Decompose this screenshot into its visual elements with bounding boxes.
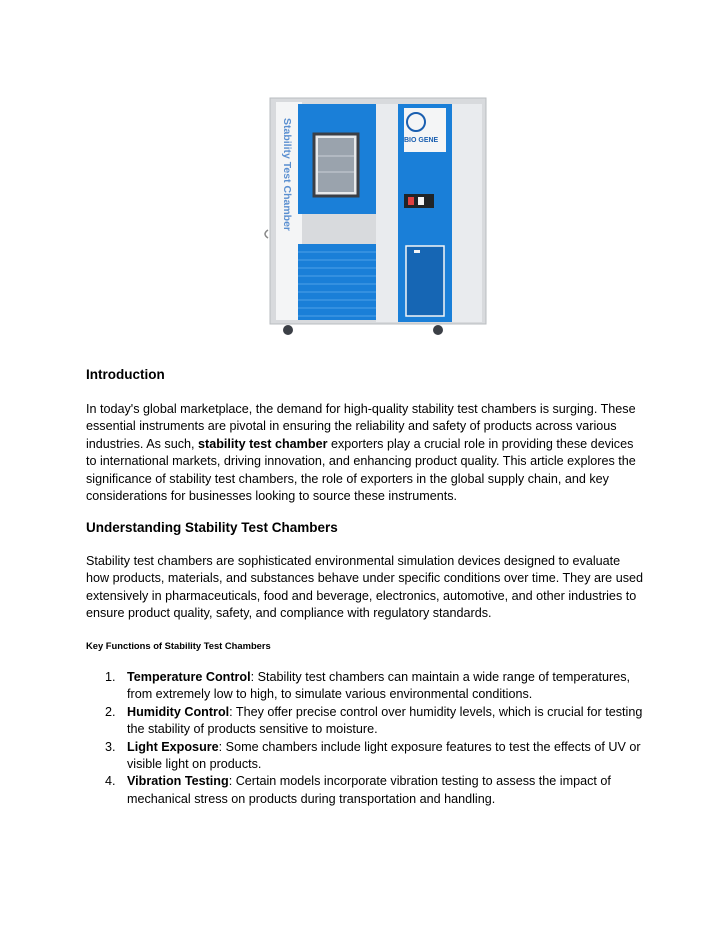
list-number: 3. (105, 739, 116, 754)
list-item-title: Temperature Control (127, 670, 251, 684)
list-item-text: : Some chambers include light exposure features to test the effects of UV or visible light on products. (127, 739, 641, 772)
product-image (258, 96, 498, 346)
key-functions-list (105, 669, 645, 808)
list-item (105, 704, 645, 739)
understanding-heading: Understanding Stability Test Chambers (86, 520, 338, 535)
intro-text-before: In today's global marketplace, the demand for high-quality stability test chambers is surging. These essential instruments are pivotal in ensuring the reliability and safety of products across various industries. As such, (86, 402, 636, 451)
list-number: 1. (105, 670, 116, 684)
list-number: 4. (105, 774, 116, 789)
intro-text-after: exporters play a crucial role in providing these devices to international markets, driving innovation, and enhancing product quality. This article explores the significance of stability test chambers, the role of exporters in the global supply chain, and key considerations for businesses looking to source these instruments. (86, 436, 636, 504)
list-item-title: Vibration Testing (127, 774, 229, 789)
logo-text: BIO GENE (404, 137, 439, 144)
intro-keyword: stability test chamber (198, 436, 328, 451)
vertical-label: Stability Test Chamber (281, 118, 293, 231)
intro-paragraph (86, 401, 646, 505)
list-item-text: : Stability test chambers can maintain a wide range of temperatures, from extremely low to high, to simulate various environmental conditions. (127, 670, 631, 702)
key-functions-heading: Key Functions of Stability Test Chambers (86, 640, 271, 651)
understanding-paragraph: Stability test chambers are sophisticated environmental simulation devices designed to evaluate how products, materials, and substances behave under specific conditions over time. They are used extensively in pharmaceuticals, food and beverage, electronics, automotive, and other industries to ensure product quality, safety, and compliance with regulatory standards. (86, 554, 643, 621)
list-item (105, 669, 645, 704)
list-item (105, 773, 645, 808)
list-item-title: Light Exposure (127, 739, 219, 754)
list-item-text: : Certain models incorporate vibration testing to assess the impact of mechanical stress on products during transportation and handling. (127, 774, 611, 806)
list-item (105, 739, 645, 774)
list-number: 2. (105, 704, 116, 719)
intro-heading: Introduction (86, 367, 165, 382)
list-item-text: : They offer precise control over humidity levels, which is crucial for testing the stability of products sensitive to moisture. (127, 704, 643, 737)
list-item-title: Humidity Control (127, 704, 230, 719)
